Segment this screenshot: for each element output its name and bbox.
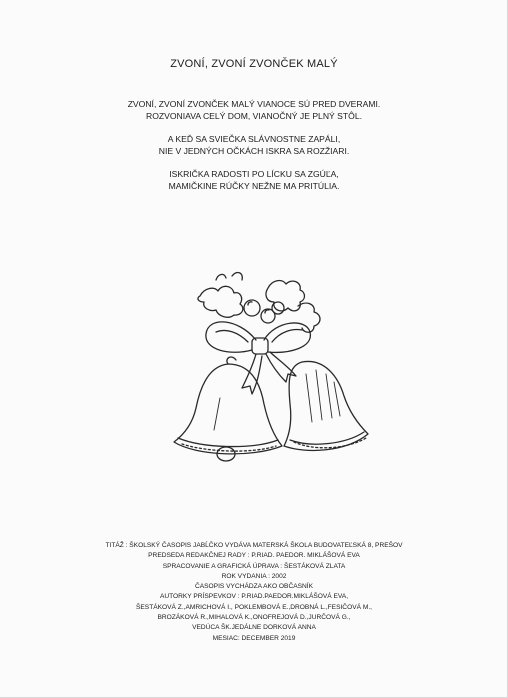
christmas-bells-icon: [156, 258, 376, 473]
page-title: ZVONÍ, ZVONÍ ZVONČEK MALÝ: [170, 58, 338, 70]
colophon-line: TITÁŽ : ŠKOLSKÝ ČASOPIS JABĹČKO VYDÁVA MATERSKÁ ŠKOLA BUDOVATEĽSKÁ 8, PREŠOV: [105, 542, 403, 549]
poem-stanza-1: [0, 98, 508, 122]
colophon-line: ŠESTÁKOVÁ Z.,AMRICHOVÁ I., POKLEMBOVÁ E.,DROBNÁ L.,FESIČOVÁ M.,: [136, 603, 372, 611]
poem-line: NIE V JEDNÝCH OČKÁCH ISKRA SA ROZŽIARI.: [158, 146, 350, 156]
poem: [0, 98, 508, 203]
poem-stanza-3: [0, 168, 508, 192]
colophon-line: AUTORKY PRÍSPEVKOV : P.RIAD.PAEDOR.MIKLÁŠOVÁ EVA,: [159, 593, 349, 601]
poem-line: ISKRIČKA RADOSTI PO LÍCKU SA ZGÚĽA,: [169, 169, 339, 179]
colophon-line: PREDSEDA REDAKČNEJ RADY : P.RIAD. PAEDOR. MIKLÁŠOVÁ EVA: [148, 552, 360, 560]
colophon-line: VEDÚCA ŠK.JEDÁLNE DORKOVÁ ANNA: [192, 624, 316, 632]
colophon-line: ROK VYDANIA : 2002: [221, 572, 287, 580]
colophon-line: BROZÁKOVÁ R.,MIHALOVÁ K.,ONOFREJOVÁ D.,JURČOVÁ G.,: [157, 614, 351, 622]
poem-line: ROZVONIAVA CELÝ DOM, VIANOČNÝ JE PLNÝ STÔL.: [145, 111, 362, 121]
colophon: [0, 541, 508, 644]
colophon-line: MESIAC: DECEMBER 2019: [212, 634, 296, 642]
poem-line: MAMIČKINE RÚČKY NEŽNE MA PRITÚLIA.: [168, 181, 340, 191]
colophon-line: SPRACOVANIE A GRAFICKÁ ÚPRAVA : ŠESTÁKOVÁ ZLATA: [162, 562, 346, 570]
poem-line: ZVONÍ, ZVONÍ ZVONČEK MALÝ VIANOCE SÚ PRED DVERAMI.: [127, 99, 381, 109]
colophon-line: ČASOPIS VYCHÁDZA AKO OBČASNÍK: [195, 583, 313, 591]
poem-stanza-2: [0, 133, 508, 157]
poem-line: A KEĎ SA SVIEČKA SLÁVNOSTNE ZAPÁLI,: [167, 134, 341, 144]
